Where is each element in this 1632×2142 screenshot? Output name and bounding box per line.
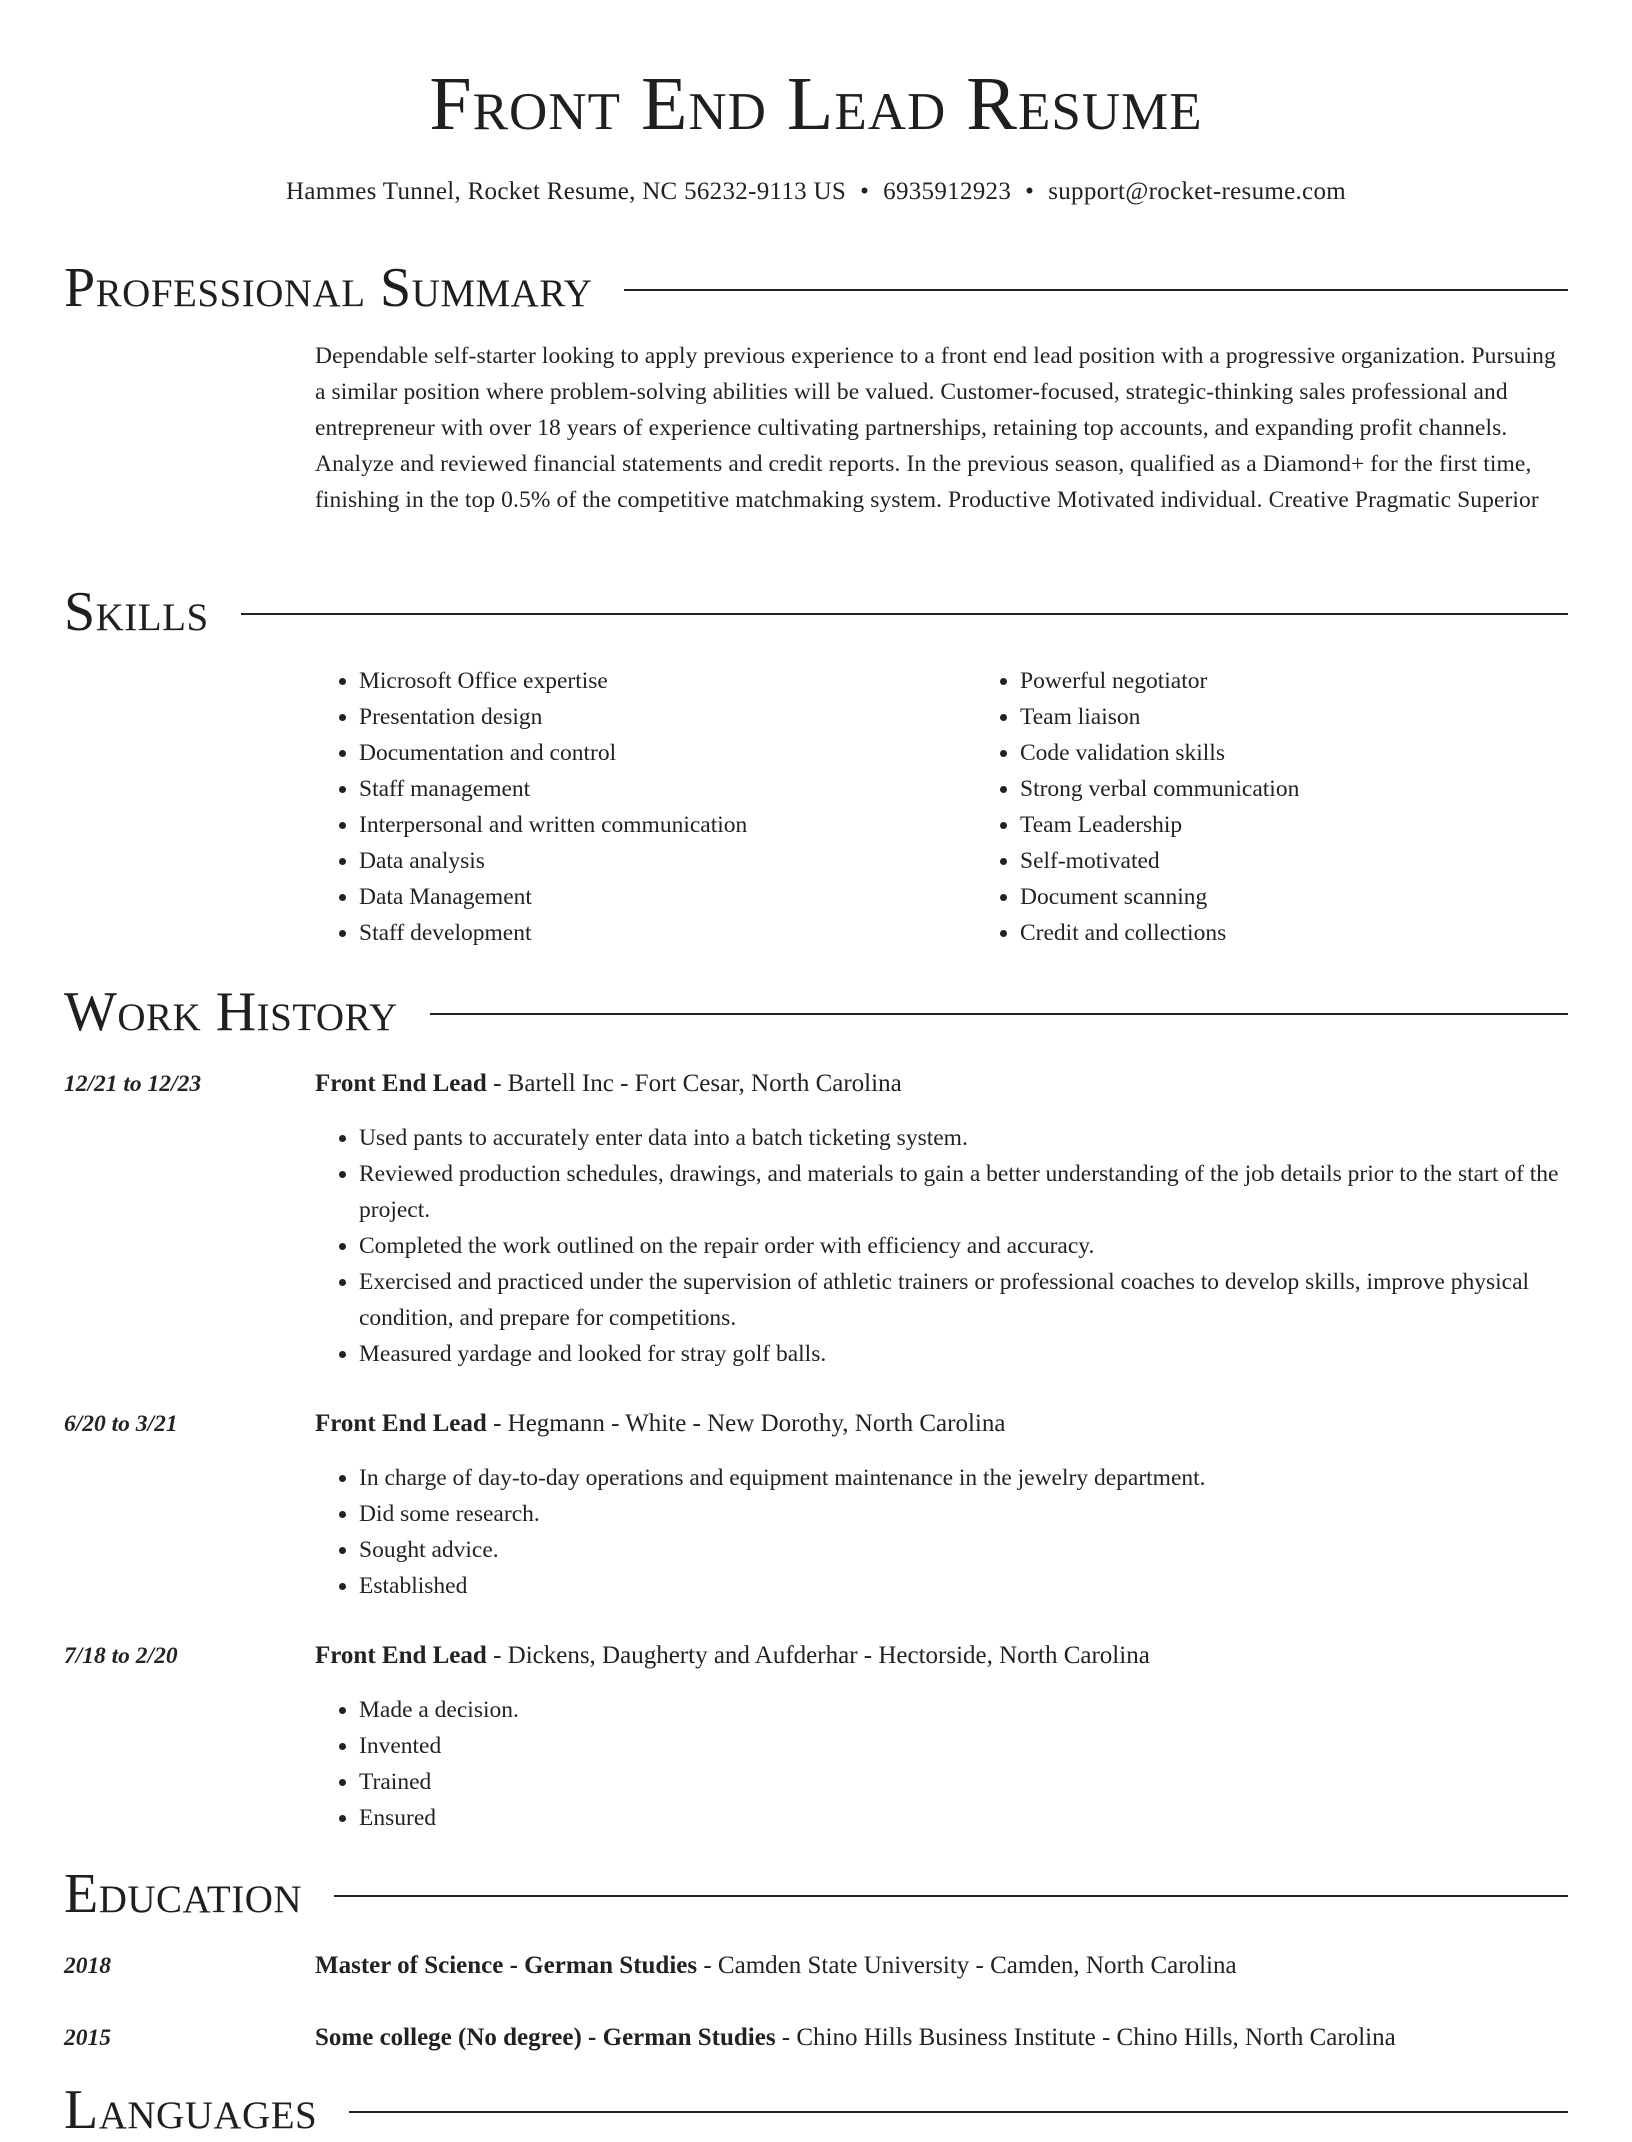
job-bullet: • Exercised and practiced under the supervision of athletic trainers or professional coaches to develop skills, improve physical condition, and prepare for competitions. bbox=[359, 1264, 1568, 1336]
skill-item: • Code validation skills bbox=[1020, 735, 1632, 771]
job-dates: 7/18 to 2/20 bbox=[64, 1643, 178, 1669]
contact-phone: 6935912923 bbox=[883, 178, 1012, 205]
job-details: - Dickens, Daugherty and Aufderhar - Hectorside, North Carolina bbox=[486, 1642, 1150, 1669]
skill-item: • Strong verbal communication bbox=[1020, 771, 1632, 807]
job-title: Front End Lead bbox=[315, 1070, 487, 1097]
section-divider bbox=[334, 1895, 1568, 1897]
section-divider bbox=[349, 2111, 1568, 2113]
job-bullet: • Made a decision. bbox=[359, 1692, 1568, 1728]
skills-list bbox=[315, 663, 1568, 951]
job-bullet: • Used pants to accurately enter data into a batch ticketing system. bbox=[359, 1120, 1568, 1156]
job-details: - Bartell Inc - Fort Cesar, North Carolina bbox=[486, 1070, 902, 1097]
job-bullet: • Measured yardage and looked for stray golf balls. bbox=[359, 1336, 1568, 1372]
skills-section-header bbox=[64, 580, 1568, 644]
skill-item: • Team liaison bbox=[1020, 699, 1632, 735]
job-bullet: • Established bbox=[359, 1568, 1568, 1604]
skill-item: • Credit and collections bbox=[1020, 915, 1632, 951]
education-details: - Chino Hills Business Institute - Chino Hills, North Carolina bbox=[775, 2024, 1396, 2051]
job-heading bbox=[315, 1406, 1568, 1442]
job-bullet: • Ensured bbox=[359, 1800, 1568, 1836]
job-bullet: • Sought advice. bbox=[359, 1532, 1568, 1568]
contact-separator: • bbox=[860, 178, 870, 205]
skill-item: • Document scanning bbox=[1020, 879, 1632, 915]
contact-address: Hammes Tunnel, Rocket Resume, NC 56232-9113 US bbox=[285, 178, 847, 205]
job-dates: 6/20 to 3/21 bbox=[64, 1411, 178, 1437]
skill-item: • Interpersonal and written communication bbox=[359, 807, 976, 843]
summary-text: Dependable self-starter looking to apply previous experience to a front end lead position with a progressive organization. Pursuing a similar position where problem-solving abilities will be valued. Customer-focused, strategic-thinking sales professional and entrepreneur with over 18 years of experience cultivating partnerships, retaining top accounts, and expanding profit channels. Analyze and reviewed financial statements and credit reports. In the previous season, qualified as a Diamond+ for the first time, finishing in the top 0.5% of the competitive matchmaking system. Productive Motivated individual. Creative Pragmatic Superior bbox=[315, 343, 1556, 513]
job-bullet: • Did some research. bbox=[359, 1496, 1568, 1532]
job-bullet: • Invented bbox=[359, 1728, 1568, 1764]
work-section-header bbox=[64, 980, 1568, 1044]
job-details: - Hegmann - White - New Dorothy, North Carolina bbox=[486, 1410, 1006, 1437]
skill-item: • Microsoft Office expertise bbox=[359, 663, 976, 699]
job-heading bbox=[315, 1066, 1568, 1102]
job-title: Front End Lead bbox=[315, 1642, 487, 1669]
skill-item: • Presentation design bbox=[359, 699, 976, 735]
contact-separator: • bbox=[1025, 178, 1035, 205]
job-title: Front End Lead bbox=[315, 1410, 487, 1437]
education-year: 2015 bbox=[64, 2025, 111, 2051]
education-entry bbox=[315, 2020, 1568, 2056]
skill-item: • Powerful negotiator bbox=[1020, 663, 1632, 699]
section-divider bbox=[624, 289, 1568, 291]
section-divider bbox=[241, 613, 1568, 615]
section-divider bbox=[430, 1013, 1568, 1015]
skill-item: • Data Management bbox=[359, 879, 976, 915]
education-section-header bbox=[64, 1862, 1568, 1926]
education-year: 2018 bbox=[64, 1953, 111, 1979]
resume-title: Front End Lead Resume bbox=[429, 62, 1203, 146]
skill-item: • Staff development bbox=[359, 915, 976, 951]
education-entry bbox=[315, 1948, 1568, 1984]
skills-column-left bbox=[315, 663, 976, 951]
education-details: - Camden State University - Camden, North Carolina bbox=[697, 1952, 1237, 1979]
section-title-education: Education bbox=[64, 1863, 303, 1925]
job-bullet: • In charge of day-to-day operations and equipment maintenance in the jewelry department. bbox=[359, 1460, 1568, 1496]
contact-line bbox=[0, 174, 1632, 210]
skill-item: • Self-motivated bbox=[1020, 843, 1632, 879]
contact-email[interactable]: support@rocket-resume.com bbox=[1048, 178, 1346, 205]
section-title-skills: Skills bbox=[64, 581, 209, 643]
skill-item: • Team Leadership bbox=[1020, 807, 1632, 843]
languages-section-header bbox=[64, 2078, 1568, 2142]
section-title-work: Work History bbox=[64, 981, 398, 1043]
job-bullets bbox=[315, 1120, 1568, 1372]
job-bullet: • Trained bbox=[359, 1764, 1568, 1800]
skill-item: • Data analysis bbox=[359, 843, 976, 879]
job-heading bbox=[315, 1638, 1568, 1674]
skill-item: • Staff management bbox=[359, 771, 976, 807]
job-bullets bbox=[315, 1692, 1568, 1836]
job-dates: 12/21 to 12/23 bbox=[64, 1071, 202, 1097]
education-degree: Master of Science - German Studies bbox=[315, 1952, 698, 1979]
summary-section-header bbox=[64, 256, 1568, 320]
job-bullet: • Reviewed production schedules, drawings, and materials to gain a better understanding of the job details prior to the start of the project. bbox=[359, 1156, 1568, 1228]
job-bullet: • Completed the work outlined on the repair order with efficiency and accuracy. bbox=[359, 1228, 1568, 1264]
skill-item: • Documentation and control bbox=[359, 735, 976, 771]
job-bullets bbox=[315, 1460, 1568, 1604]
education-degree: Some college (No degree) - German Studies bbox=[315, 2024, 776, 2051]
section-title-summary: Professional Summary bbox=[64, 257, 593, 319]
skills-column-right bbox=[976, 663, 1632, 951]
section-title-languages: Languages bbox=[64, 2079, 318, 2141]
